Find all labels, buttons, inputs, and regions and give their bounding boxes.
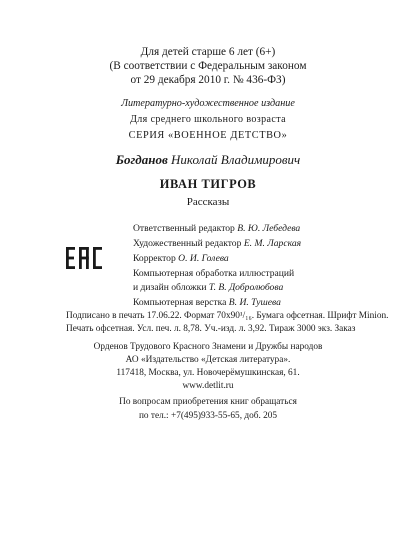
book-subtitle: Рассказы	[186, 196, 230, 208]
law-reference-line: (В соответствии с Федеральным законом	[109, 60, 307, 72]
edition-type: Литературно-художественное издание	[121, 98, 295, 109]
imprint-line-2: Печать офсетная. Усл. печ. л. 8,78. Уч.-изд. л. 3,92. Тираж 3000 экз. Заказ	[66, 324, 356, 334]
credit-proofreader: Корректор О. И. Голева	[133, 253, 229, 264]
publisher-address: 117418, Москва, ул. Новочерёмушкинская, 61.	[116, 368, 300, 378]
publisher-website: www.detlit.ru	[182, 381, 234, 391]
credit-art-editor: Художественный редактор Е. М. Ларская	[133, 238, 302, 249]
series-name: СЕРИЯ «ВОЕННОЕ ДЕТСТВО»	[128, 130, 288, 141]
credit-illustration-processing: Компьютерная обработка иллюстраций	[133, 268, 295, 279]
book-title: ИВАН ТИГРОВ	[159, 177, 257, 191]
purchase-phone: по тел.: +7(495)933-55-65, доб. 205	[138, 411, 278, 421]
age-rating: Для детей старше 6 лет (6+)	[140, 46, 276, 58]
author-name	[0, 152, 416, 168]
imprint-line-1: Подписано в печать 17.06.22. Формат 70х90¹/₁₆. Бумага офсетная. Шрифт Minion.	[66, 311, 389, 321]
law-reference-date: от 29 декабря 2010 г. № 436-ФЗ)	[130, 74, 286, 86]
publisher-orders: Орденов Трудового Красного Знамени и Дружбы народов	[93, 342, 323, 352]
author-surname: Богданов	[115, 152, 168, 167]
publisher-name: АО «Издательство «Детская литература».	[125, 355, 291, 365]
audience: Для среднего школьного возраста	[130, 114, 286, 125]
credit-cover-design: и дизайн обложки Т. В. Добролюбова	[133, 282, 284, 293]
credit-responsible-editor: Ответственный редактор В. Ю. Лебедева	[133, 223, 301, 234]
eac-mark-icon	[66, 247, 102, 269]
credit-layout: Компьютерная верстка В. И. Тушева	[133, 297, 281, 308]
purchase-info: По вопросам приобретения книг обращаться	[119, 397, 297, 407]
author-given-names: Николай Владимирович	[171, 152, 301, 167]
